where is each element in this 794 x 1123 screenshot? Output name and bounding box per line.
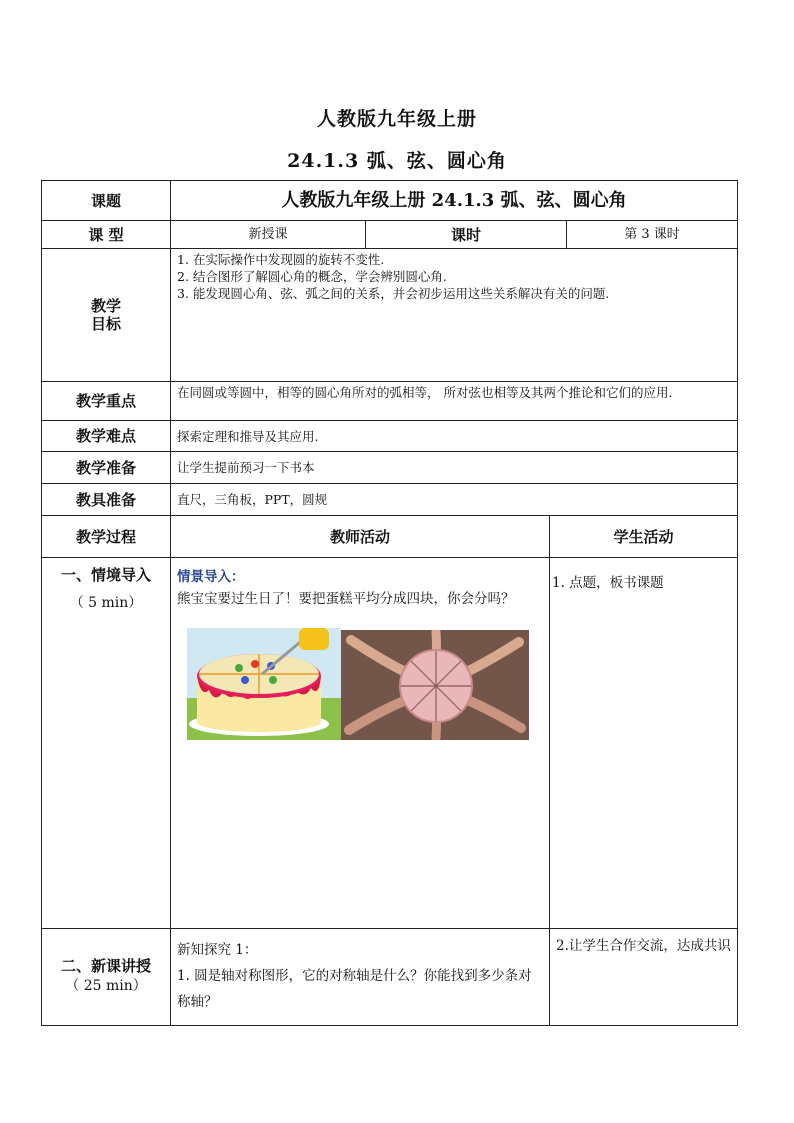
type-value-cell [170, 220, 366, 249]
topic-label: 课题 [90, 191, 121, 210]
preparation-label-cell [41, 451, 171, 484]
difficulties-value: 探索定理和推导及其应用. [177, 428, 319, 444]
topic-value: 人教版九年级上册 24.1.3 弧、弦、圆心角 [281, 189, 627, 211]
stage2-teacher-cell [170, 928, 550, 1026]
keypoints-value: 在同圆或等圆中，相等的圆心角所对的弧相等， 所对弦也相等及其两个推论和它们的应用. [177, 385, 673, 400]
keypoints-label: 教学重点 [75, 392, 136, 410]
topic-value-cell [170, 180, 738, 221]
stage1-teacher-cell [170, 557, 550, 929]
tools-value: 直尺，三角板，PPT，圆规 [177, 492, 328, 507]
stage2-teacher-heading: 新知探究 1： [177, 942, 258, 958]
stage1-student-text: 1. 点题，板书课题 [552, 575, 664, 591]
stage1-teacher-text: 熊宝宝要过生日了！要把蛋糕平均分成四块，你会分吗？ [177, 591, 515, 607]
cartoon-cake-image [187, 628, 341, 740]
hands-cake-illustration [341, 630, 529, 740]
goals-label-line2: 目标 [90, 315, 121, 333]
goal-item: 1. 在实际操作中发现圆的旋转不变性. [177, 252, 385, 267]
difficulties-label: 教学难点 [75, 427, 136, 445]
stage1-name: 一、情境导入 [60, 566, 151, 584]
document-subtitle: 24.1.3 弧、弦、圆心角 [287, 150, 507, 172]
stage1-student-cell [549, 557, 738, 929]
type-label-cell [41, 220, 171, 249]
preparation-label: 教学准备 [75, 458, 136, 477]
goals-label-line1: 教学 [90, 297, 121, 315]
stage2-teacher-text: 1. 圆是轴对称图形，它的对称轴是什么？你能找到多少条对称轴？ [177, 968, 532, 1010]
period-label: 课时 [450, 225, 481, 244]
tools-label: 教具准备 [75, 490, 136, 509]
teacher-header-cell [170, 515, 550, 558]
keypoints-label-cell [41, 381, 171, 421]
preparation-value-cell [170, 451, 738, 484]
student-header-cell [549, 515, 738, 558]
student-activity-header: 学生活动 [613, 527, 674, 546]
period-value-cell [566, 220, 738, 249]
stage1-teacher-heading: 情景导入： [177, 569, 245, 585]
goal-item: 2. 结合图形了解圆心角的概念，学会辨别圆心角. [177, 269, 447, 284]
tools-value-cell [170, 483, 738, 516]
stage2-label-cell [41, 928, 171, 1026]
document-title: 人教版九年级上册 [316, 108, 477, 130]
goals-content-cell [170, 248, 738, 382]
type-label: 课 型 [88, 225, 124, 244]
process-header: 教学过程 [75, 527, 136, 546]
process-header-cell [41, 515, 171, 558]
type-value: 新授课 [248, 226, 288, 242]
tools-label-cell [41, 483, 171, 516]
stage2-time: （ 25 min） [65, 978, 147, 994]
goal-item: 3. 能发现圆心角、弦、弧之间的关系，并会初步运用这些关系解决有关的问题. [177, 286, 610, 301]
hands-cake-photo [341, 630, 529, 740]
teacher-activity-header: 教师活动 [329, 527, 390, 546]
cartoon-cake-illustration [187, 628, 341, 740]
period-label-cell [365, 220, 567, 249]
preparation-value: 让学生提前预习一下书本 [177, 460, 315, 475]
stage1-time: （ 5 min） [69, 595, 143, 611]
stage2-name: 二、新课讲授 [60, 957, 151, 975]
topic-label-cell [41, 180, 171, 221]
period-value: 第 3 课时 [624, 226, 680, 242]
difficulties-value-cell [170, 420, 738, 452]
goals-label-cell [41, 248, 171, 382]
stage2-student-cell [549, 928, 738, 1026]
stage2-student-text: 2.让学生合作交流，达成共识 [556, 938, 731, 954]
stage1-label-cell [41, 557, 171, 929]
difficulties-label-cell [41, 420, 171, 452]
keypoints-value-cell [170, 381, 738, 421]
